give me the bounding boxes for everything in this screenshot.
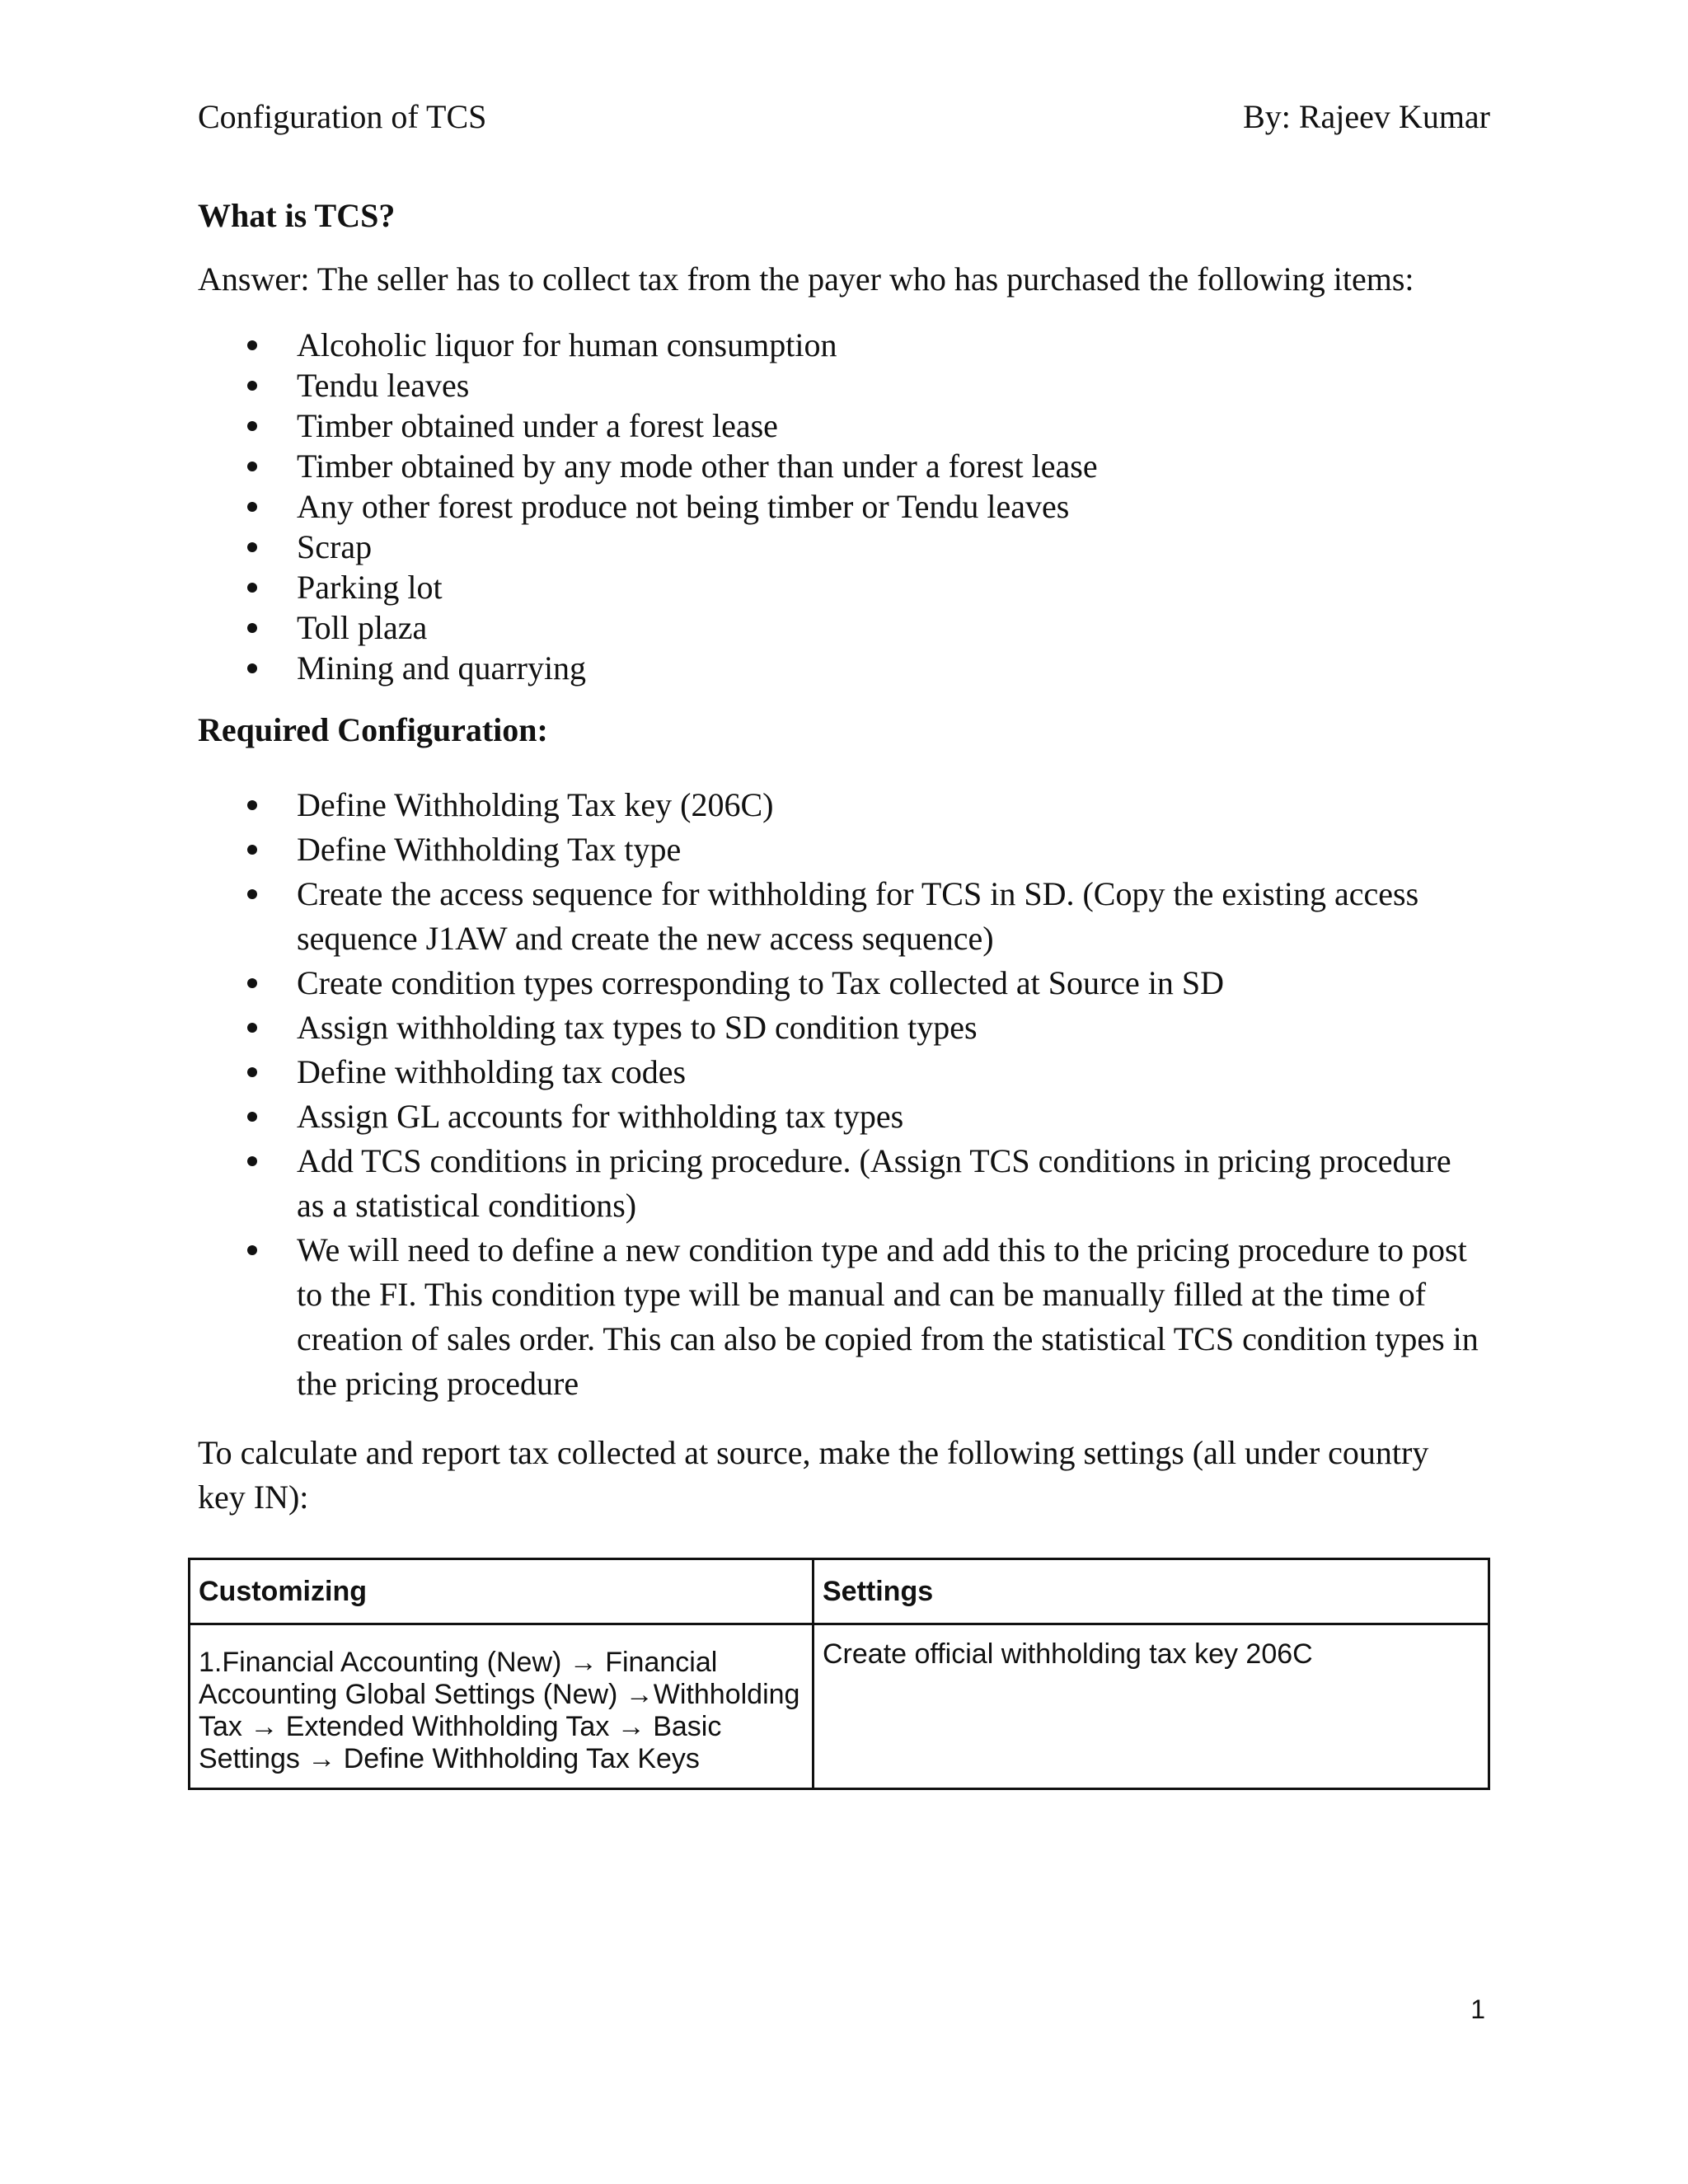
list-item (0, 486, 1484, 527)
bullet-icon (247, 583, 257, 593)
list-item (0, 961, 1484, 1005)
list-item-text: Tendu leaves (297, 367, 470, 404)
list-item-text: Create condition types corresponding to Tax collected at Source in SD (297, 964, 1225, 1001)
settings-intro-paragraph: To calculate and report tax collected at source, make the following settings (all under country key IN): (198, 1434, 1429, 1516)
list-item (0, 405, 1484, 446)
bullet-icon (247, 502, 257, 512)
header-title: Configuration of TCS (198, 98, 487, 135)
list-item (0, 607, 1484, 648)
list-item-text: Add TCS conditions in pricing procedure. (Assign TCS conditions in pricing procedure as a statistical conditions) (297, 1142, 1451, 1224)
list-item-text: Define withholding tax codes (297, 1053, 687, 1090)
bullet-icon (247, 381, 257, 391)
section-heading-what-is-tcs: What is TCS? (198, 197, 396, 234)
list-item (0, 1050, 1484, 1094)
bullet-icon (247, 340, 257, 350)
bullet-icon (247, 1112, 257, 1122)
list-item-text: Create the access sequence for withholding for TCS in SD. (Copy the existing access sequence J1AW and create the new access sequence) (297, 875, 1419, 957)
list-item (0, 365, 1484, 405)
column-header-customizing: Customizing (190, 1559, 814, 1624)
list-item (0, 872, 1484, 961)
section-heading-required-configuration: Required Configuration: (198, 711, 548, 748)
answer-paragraph: Answer: The seller has to collect tax from the payer who has purchased the following items: (198, 260, 1414, 298)
bullet-icon (247, 889, 257, 899)
list-item (0, 527, 1484, 567)
list-item (0, 1139, 1484, 1228)
bullet-icon (247, 1023, 257, 1033)
bullet-icon (247, 663, 257, 673)
list-item-text: Toll plaza (297, 609, 428, 646)
bullet-icon (247, 542, 257, 552)
list-item-text: Assign withholding tax types to SD condition types (297, 1009, 978, 1046)
bullet-icon (247, 1067, 257, 1077)
list-item (0, 325, 1484, 365)
list-item-text: Parking lot (297, 569, 443, 606)
bullet-icon (247, 1245, 257, 1255)
list-item (0, 783, 1484, 827)
list-item-text: Scrap (297, 528, 373, 565)
settings-cell: Create official withholding tax key 206C (814, 1624, 1489, 1789)
list-item (0, 827, 1484, 872)
list-item-text: Define Withholding Tax key (206C) (297, 786, 774, 823)
list-item-text: Assign GL accounts for withholding tax types (297, 1098, 904, 1135)
bullet-icon (247, 845, 257, 855)
list-item (0, 1094, 1484, 1139)
list-item (0, 567, 1484, 607)
list-item-text: Define Withholding Tax type (297, 831, 682, 868)
list-item (0, 1228, 1484, 1406)
customizing-settings-table (188, 1558, 1490, 1790)
list-item-text: We will need to define a new condition type and add this to the pricing procedure to post to the FI. This condition type will be manual and can be manually filled at the time of creation of sales order. This can also be copied from the statistical TCS condition types in the pricing procedure (297, 1231, 1479, 1402)
header-author: By: Rajeev Kumar (1243, 98, 1490, 135)
table-row (190, 1624, 1489, 1789)
table-header-row (190, 1559, 1489, 1624)
column-header-settings: Settings (814, 1559, 1489, 1624)
bullet-icon (247, 623, 257, 633)
page-number: 1 (1470, 1994, 1485, 2024)
bullet-icon (247, 978, 257, 988)
configuration-steps-list (0, 783, 1484, 1406)
bullet-icon (247, 421, 257, 431)
list-item-text: Timber obtained under a forest lease (297, 407, 778, 444)
list-item (0, 1005, 1484, 1050)
tcs-items-list (0, 325, 1484, 688)
list-item (0, 446, 1484, 486)
list-item-text: Any other forest produce not being timber or Tendu leaves (297, 488, 1070, 525)
customizing-path-cell: 1.Financial Accounting (New) → Financial Accounting Global Settings (New) →Withholding Tax → Extended Withholding Tax → Basic Settings → Define Withholding Tax Keys (190, 1624, 814, 1789)
list-item (0, 648, 1484, 688)
list-item-text: Alcoholic liquor for human consumption (297, 326, 837, 363)
bullet-icon (247, 1156, 257, 1166)
bullet-icon (247, 462, 257, 471)
list-item-text: Timber obtained by any mode other than under a forest lease (297, 448, 1098, 485)
bullet-icon (247, 800, 257, 810)
list-item-text: Mining and quarrying (297, 649, 587, 687)
